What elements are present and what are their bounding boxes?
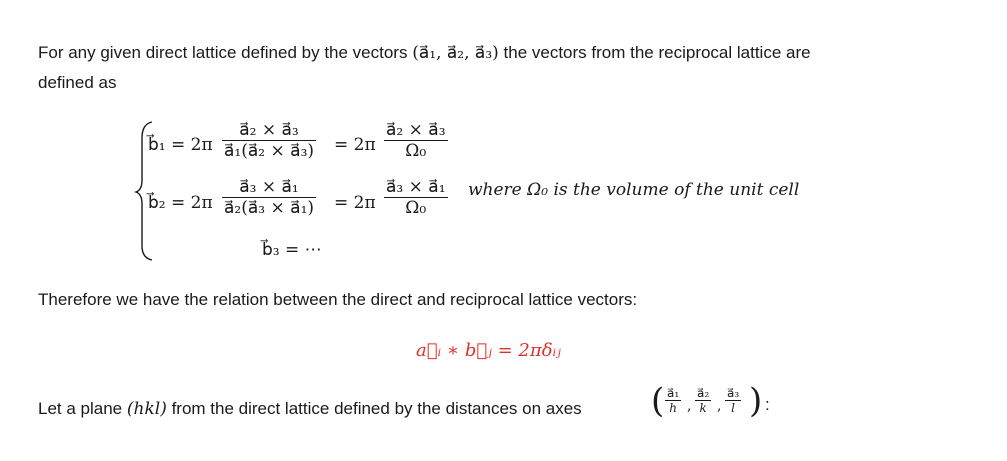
intro-line-2: defined as	[38, 73, 117, 92]
axis-fraction-2-denominator: k	[695, 400, 711, 415]
axis-fraction-3	[725, 386, 741, 415]
intro-text-part2: the vectors from the reciprocal lattice are	[503, 43, 811, 62]
axis-fraction-1-denominator: h	[665, 400, 681, 415]
b2-lhs: b⃗₂ = 2π	[148, 193, 213, 213]
b2-fraction-1-numerator: a⃗₃ × a⃗₁	[239, 177, 299, 197]
b2-fraction-2-denominator: Ω₀	[384, 197, 448, 218]
b1-mid: = 2π	[334, 135, 376, 155]
relation-intro: Therefore we have the relation between the direct and reciprocal lattice vectors:	[38, 290, 638, 309]
b2-fraction-2	[384, 177, 448, 218]
b1-fraction-1-denominator: a⃗₁(a⃗₂ × a⃗₃)	[224, 141, 315, 161]
intro-vectors-math: (a⃗₁, a⃗₂, a⃗₃)	[412, 43, 499, 63]
relation-equation: a⃗ᵢ ∗ b⃗ⱼ = 2πδᵢⱼ	[416, 340, 561, 361]
b2-fraction-2-numerator: a⃗₃ × a⃗₁	[386, 177, 446, 197]
plane-hkl: (hkl)	[126, 399, 167, 419]
b1-fraction-1-numerator: a⃗₂ × a⃗₃	[239, 120, 299, 140]
b2-mid: = 2π	[334, 193, 376, 213]
b1-fraction-1	[222, 120, 316, 161]
plane-text-part1: Let a plane	[38, 399, 123, 418]
plane-line	[38, 398, 582, 420]
axis-fraction-3-denominator: l	[725, 400, 741, 415]
tuple-comma-2: ,	[717, 398, 722, 414]
where-note: where Ω₀ is the volume of the unit cell	[468, 180, 800, 200]
b1-lhs: b⃗₁ = 2π	[148, 135, 213, 155]
b1-fraction-2	[384, 120, 448, 161]
b1-fraction-2-numerator: a⃗₂ × a⃗₃	[386, 120, 446, 140]
tuple-open-paren: (	[651, 381, 665, 421]
axis-fraction-2	[695, 386, 711, 415]
b2-fraction-1-denominator: a⃗₂(a⃗₃ × a⃗₁)	[224, 198, 315, 218]
tuple-comma-1: ,	[687, 398, 692, 414]
b2-fraction-1	[222, 177, 316, 218]
axis-fraction-3-numerator: a⃗₃	[727, 386, 740, 400]
plane-text-part2: from the direct lattice defined by the distances on axes	[171, 399, 582, 418]
axis-fraction-1-numerator: a⃗₁	[667, 386, 680, 400]
axis-fraction-2-numerator: a⃗₂	[697, 386, 710, 400]
b3-expression: b⃗₃ = ⋯	[262, 240, 322, 260]
axis-fraction-1	[665, 386, 681, 415]
intro-text-part1: For any given direct lattice defined by the vectors	[38, 43, 408, 62]
b1-fraction-2-denominator: Ω₀	[384, 140, 448, 161]
plane-colon: :	[765, 395, 770, 414]
tuple-close-paren: )	[749, 381, 763, 421]
